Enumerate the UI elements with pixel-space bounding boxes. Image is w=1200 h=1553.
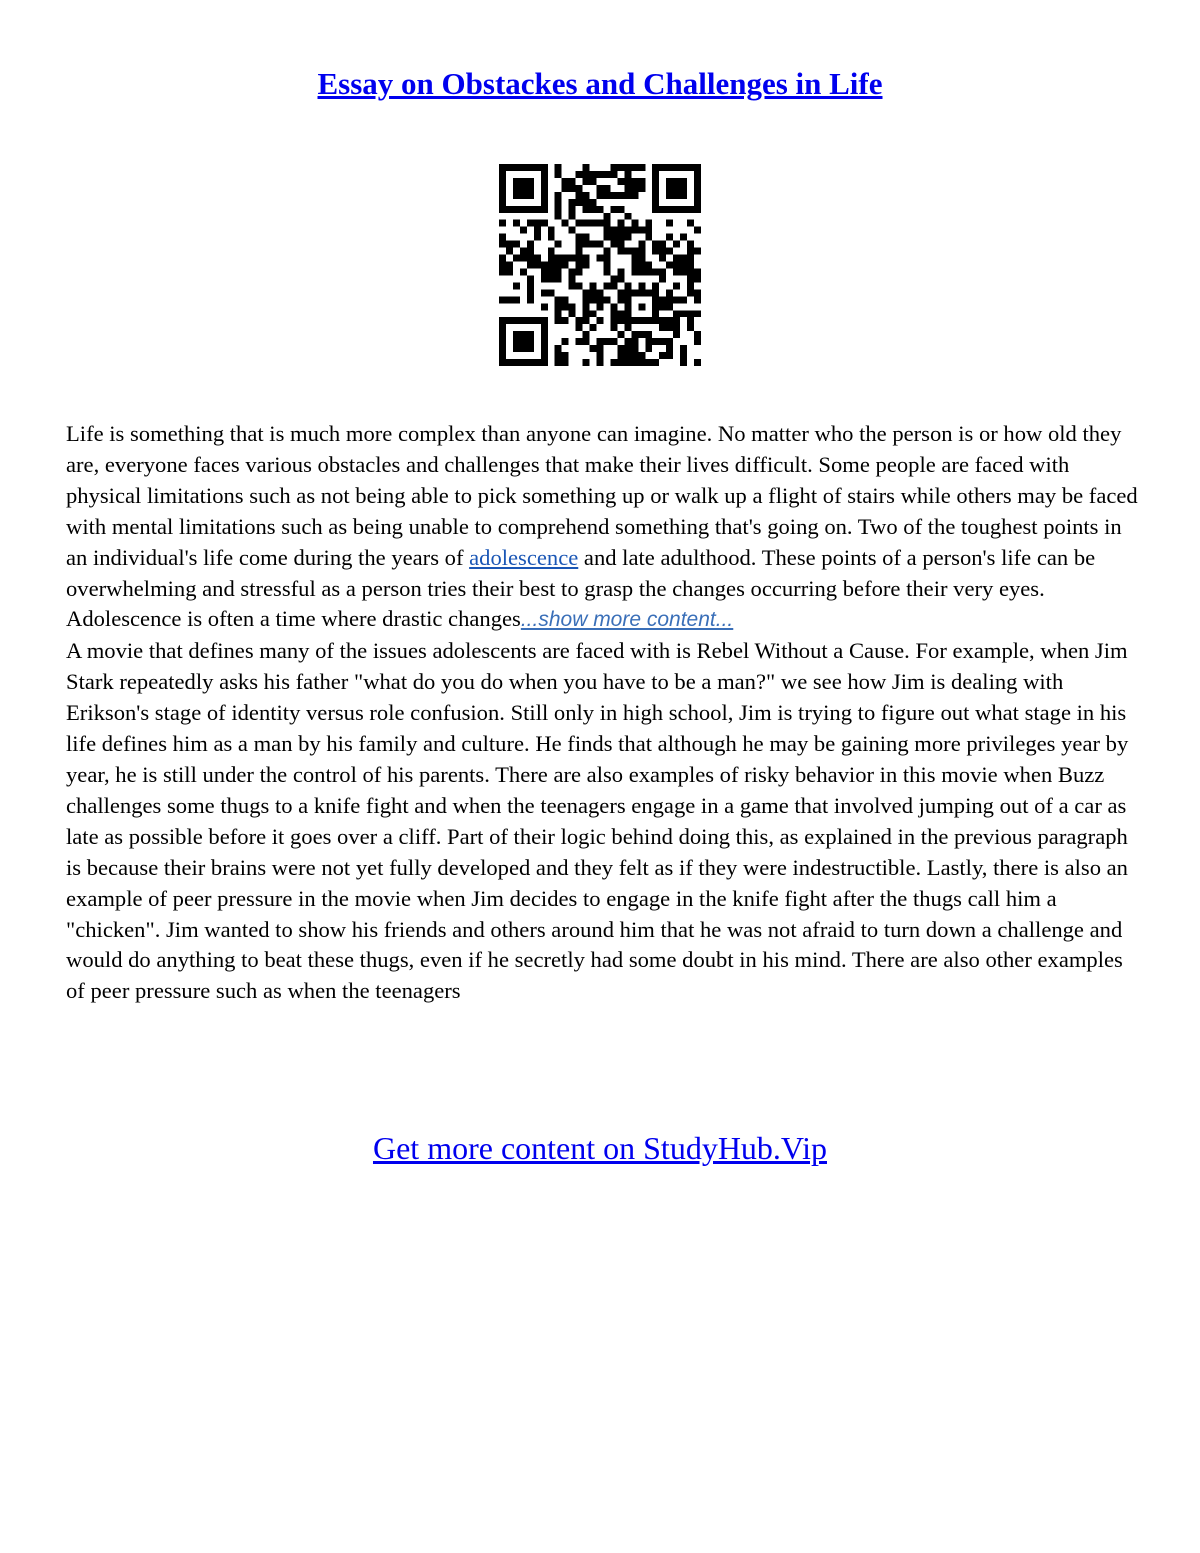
paragraph-2: A movie that defines many of the issues adolescents are faced with is Rebel Without a Cause. For example, when Jim Stark repeatedly asks his father "what do you do when you have to be a man?" we see how Jim is dealing with Erikson's stage of identity versus role confusion. Still only in high school, Jim is trying to figure out what stage in his life defines him as a man by his family and culture. He finds that although he may be gaining more privileges year by year, he is still under the control of his parents. There are also examples of risky behavior in this movie when Buzz challenges some thugs to a knife fight and when the teenagers engage in a game that involved jumping out of a car as late as possible before it goes over a cliff. Part of their logic behind doing this, as explained in the previous paragraph is because their brains were not yet fully developed and they felt as if they were indestructible. Lastly, there is also an example of peer pressure in the movie when Jim decides to engage in the knife fight after the thugs call him a "chicken". Jim wanted to show his friends and others around him that he was not afraid to turn down a challenge and would do anything to beat these thugs, even if he secretly had some doubt in his mind. There are also other examples of peer pressure such as when the teenagers — [66, 638, 1129, 1004]
paragraph-1-text-start: Life is something that is much more complex than anyone can imagine. No matter who the person is or how old they are, everyone faces various obstacles and challenges that make their lives difficult. Some people are faced with physical limitations such as not being able to pick something up or walk up a flight of stairs while others may be faced with mental limitations such as being unable to comprehend something that's going on. Two of the toughest points in an individual's life come during the years of — [66, 421, 1138, 570]
paragraph-1-text-end: and late adulthood. These points of a person's life can be overwhelming and stressful as a person tries their best to grasp the changes occurring before their very eyes. Adolescence is often a time where drastic changes — [66, 544, 1096, 632]
paragraph-1 — [66, 419, 1138, 636]
essay-body — [66, 419, 1138, 1007]
adolescence-link[interactable]: adolescence — [469, 544, 579, 570]
get-more-content-link[interactable]: Get more content on StudyHub.Vip — [372, 1130, 827, 1166]
show-more-content-link[interactable]: ...show more content... — [520, 608, 734, 632]
footer — [0, 1130, 1200, 1167]
page-title — [0, 66, 1200, 102]
title-link[interactable]: Essay on Obstackes and Challenges in Life — [317, 66, 883, 101]
qr-code-icon — [499, 164, 701, 366]
